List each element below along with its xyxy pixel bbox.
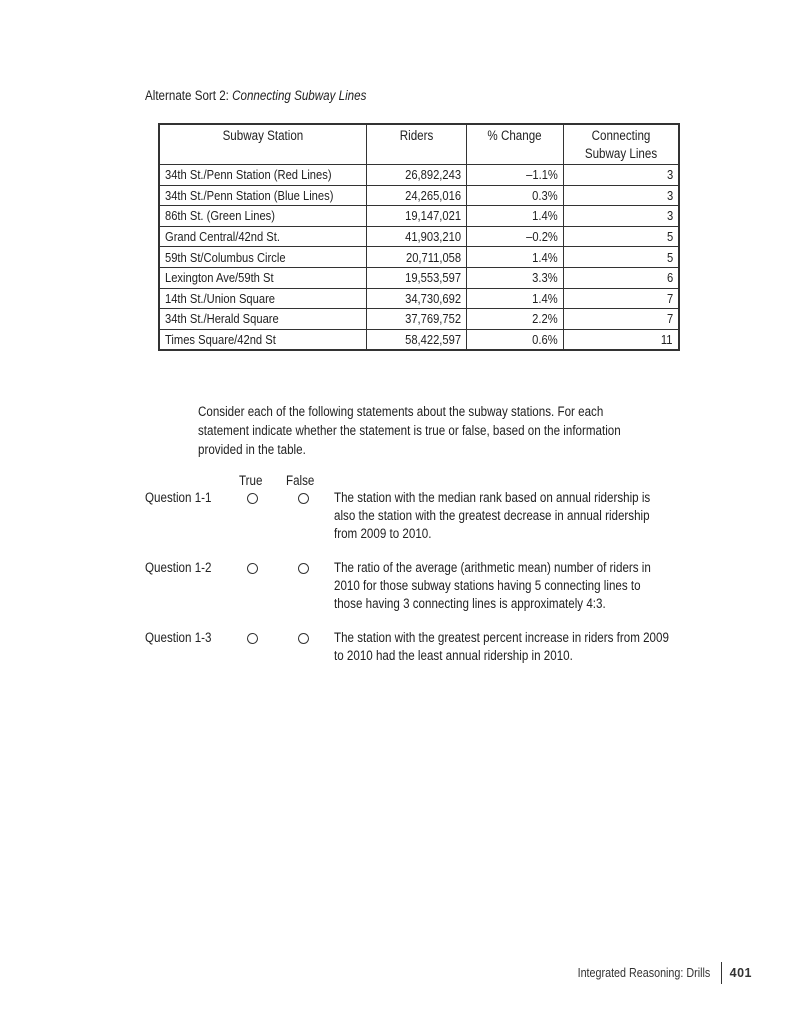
- riders-cell: 20,711,058: [366, 247, 466, 268]
- connecting-lines-cell: 7: [563, 288, 679, 309]
- table-row: [159, 226, 679, 247]
- question-statement: The station with the greatest percent increase in riders from 2009 to 2010 had the least annual ridership in 2010.: [334, 630, 669, 663]
- question-1-2-false-radio[interactable]: [298, 563, 309, 574]
- connecting-lines-cell: 3: [563, 185, 679, 206]
- question-label: Question 1-2: [145, 560, 212, 575]
- section-title: [145, 88, 402, 103]
- section-title-prefix: Alternate Sort 2:: [145, 88, 233, 103]
- connecting-lines-cell: 6: [563, 267, 679, 288]
- riders-cell: 37,769,752: [366, 309, 466, 330]
- false-column-label: False: [286, 473, 315, 488]
- true-column-label: True: [239, 473, 263, 488]
- riders-cell: 24,265,016: [366, 185, 466, 206]
- connecting-lines-cell: 5: [563, 226, 679, 247]
- header-subway-station: Subway Station: [159, 124, 366, 165]
- station-cell: Times Square/42nd St: [159, 329, 366, 350]
- percent-change-cell: 1.4%: [466, 206, 563, 227]
- station-cell: 34th St./Penn Station (Blue Lines): [159, 185, 366, 206]
- question-label: Question 1-3: [145, 630, 212, 645]
- connecting-lines-cell: 5: [563, 247, 679, 268]
- instructions-text: Consider each of the following statements about the subway stations. For each statement indicate whether the statement is true or false, based on the information provided in the table.: [198, 404, 621, 457]
- table-row: [159, 288, 679, 309]
- station-cell: Lexington Ave/59th St: [159, 267, 366, 288]
- table-row: [159, 206, 679, 227]
- question-1-3-false-radio[interactable]: [298, 633, 309, 644]
- percent-change-cell: –1.1%: [466, 165, 563, 186]
- table-row: [159, 247, 679, 268]
- page-number: 401: [729, 966, 752, 980]
- question-1-2-true-radio[interactable]: [247, 563, 258, 574]
- riders-cell: 41,903,210: [366, 226, 466, 247]
- question-1-1-true-radio[interactable]: [247, 493, 258, 504]
- riders-cell: 26,892,243: [366, 165, 466, 186]
- connecting-lines-cell: 3: [563, 165, 679, 186]
- percent-change-cell: 0.6%: [466, 329, 563, 350]
- riders-cell: 58,422,597: [366, 329, 466, 350]
- riders-cell: 19,553,597: [366, 267, 466, 288]
- table-row: [159, 329, 679, 350]
- header-riders: Riders: [366, 124, 466, 165]
- running-head: Integrated Reasoning: Drills: [577, 966, 711, 980]
- question-statement: The station with the median rank based on annual ridership is also the station with the greatest decrease in annual ridership from 2009 to 2010.: [334, 490, 651, 541]
- table-row: [159, 165, 679, 186]
- riders-cell: 19,147,021: [366, 206, 466, 227]
- page-footer: [556, 962, 752, 984]
- table-row: [159, 267, 679, 288]
- riders-cell: 34,730,692: [366, 288, 466, 309]
- header-percent-change: % Change: [466, 124, 563, 165]
- percent-change-cell: 2.2%: [466, 309, 563, 330]
- station-cell: Grand Central/42nd St.: [159, 226, 366, 247]
- question-label: Question 1-1: [145, 490, 212, 505]
- connecting-lines-cell: 7: [563, 309, 679, 330]
- connecting-lines-cell: 11: [563, 329, 679, 350]
- table-row: [159, 309, 679, 330]
- table-row: [159, 185, 679, 206]
- station-cell: 34th St./Herald Square: [159, 309, 366, 330]
- station-cell: 59th St/Columbus Circle: [159, 247, 366, 268]
- percent-change-cell: 0.3%: [466, 185, 563, 206]
- connecting-lines-cell: 3: [563, 206, 679, 227]
- percent-change-cell: 3.3%: [466, 267, 563, 288]
- percent-change-cell: 1.4%: [466, 288, 563, 309]
- station-cell: 34th St./Penn Station (Red Lines): [159, 165, 366, 186]
- percent-change-cell: 1.4%: [466, 247, 563, 268]
- section-title-emphasis: Connecting Subway Lines: [232, 88, 367, 103]
- question-1-1-false-radio[interactable]: [298, 493, 309, 504]
- station-cell: 14th St./Union Square: [159, 288, 366, 309]
- question-1-3-true-radio[interactable]: [247, 633, 258, 644]
- question-statement: The ratio of the average (arithmetic mean) number of riders in 2010 for those subway stations having 5 connecting lines to those having 3 connecting lines is approximately 4:3.: [334, 560, 651, 611]
- table-header-row: [159, 124, 679, 165]
- subway-data-table: [158, 123, 680, 351]
- station-cell: 86th St. (Green Lines): [159, 206, 366, 227]
- footer-divider: [721, 962, 722, 984]
- header-connecting-lines: Connecting Subway Lines: [563, 124, 679, 165]
- percent-change-cell: –0.2%: [466, 226, 563, 247]
